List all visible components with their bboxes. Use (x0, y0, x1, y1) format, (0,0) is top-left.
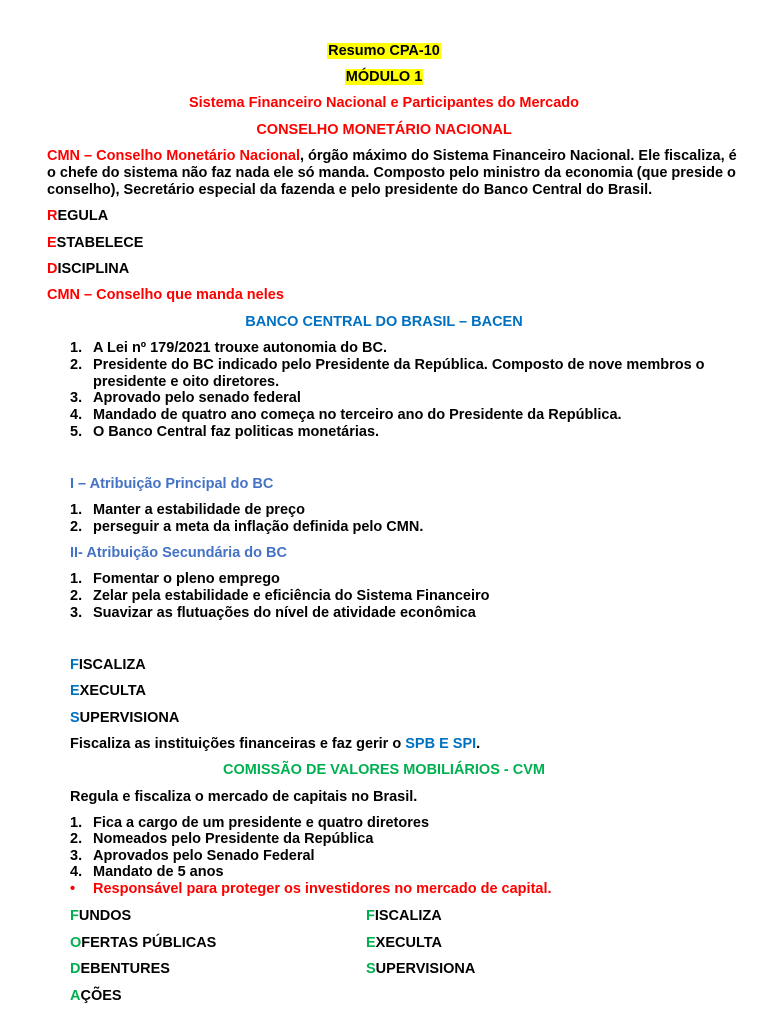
cvm-acronym-fiscaliza: FISCALIZA (366, 908, 442, 924)
module-label: MÓDULO 1 (345, 69, 423, 85)
primary-attribution-heading: I – Atribuição Principal do BC (70, 476, 274, 492)
cmn-intro-line-3: conselho), Secretário especial da fazenda e pelo presidente do Banco Central do Brasil. (47, 182, 653, 198)
list-item: 3. Aprovado pelo senado federal (70, 390, 301, 406)
list-item: 2. perseguir a meta da inflação definida pelo CMN. (70, 519, 424, 535)
cvm-acronym-fundos: FUNDOS (70, 908, 132, 924)
cvm-acronym-debentures: DEBENTURES (70, 961, 170, 977)
list-item: 3. Aprovados pelo Senado Federal (70, 848, 315, 864)
cvm-acronym-acoes: AÇÕES (70, 988, 122, 1004)
list-item: 1. Fica a cargo de um presidente e quatro diretores (70, 815, 430, 831)
cmn-heading: CONSELHO MONETÁRIO NACIONAL (256, 122, 512, 138)
bacen-fiscaliza-text: Fiscaliza as instituições financeiras e faz gerir o SPB E SPI. (70, 736, 481, 752)
list-item: 2. Nomeados pelo Presidente da República (70, 831, 374, 847)
cvm-acronym-ofertas: OFERTAS PÚBLICAS (70, 935, 217, 951)
cmn-intro-line-1: CMN – Conselho Monetário Nacional, órgão máximo do Sistema Financeiro Nacional. Ele fiscaliza, é (47, 148, 737, 164)
list-item: 2. Zelar pela estabilidade e eficiência do Sistema Financeiro (70, 588, 490, 604)
list-item: 1. Fomentar o pleno emprego (70, 571, 280, 587)
section-subtitle: Sistema Financeiro Nacional e Participantes do Mercado (188, 95, 579, 111)
cvm-intro: Regula e fiscaliza o mercado de capitais no Brasil. (70, 789, 418, 805)
bacen-acronym-supervisiona: SUPERVISIONA (70, 710, 180, 726)
list-item: 1. Manter a estabilidade de preço (70, 502, 305, 518)
cmn-acronym-estabelece: ESTABELECE (47, 235, 144, 251)
cmn-intro-line-2: o chefe do sistema não faz nada ele só manda. Composto pelo ministro da economia (que preside o (47, 165, 736, 181)
list-item: 3. Suavizar as flutuações do nível de atividade econômica (70, 605, 476, 621)
list-item: 4. Mandato de 5 anos (70, 864, 224, 880)
list-item: 5. O Banco Central faz politicas monetárias. (70, 424, 380, 440)
cmn-mnemonic: CMN – Conselho que manda neles (47, 287, 284, 303)
list-item: 1. A Lei nº 179/2021 trouxe autonomia do BC. (70, 340, 388, 356)
bacen-heading: BANCO CENTRAL DO BRASIL – BACEN (245, 314, 523, 330)
bacen-acronym-fiscaliza: FISCALIZA (70, 657, 146, 673)
cvm-acronym-supervisiona: SUPERVISIONA (366, 961, 476, 977)
bacen-acronym-executa: EXECULTA (70, 683, 146, 699)
list-item: 2. Presidente do BC indicado pelo Presidente da República. Composto de nove membros o (70, 357, 705, 373)
cvm-acronym-executa: EXECULTA (366, 935, 442, 951)
cvm-bullet-item: • Responsável para proteger os investidores no mercado de capital. (70, 881, 552, 897)
cmn-acronym-disciplina: DISCIPLINA (47, 261, 130, 277)
cmn-acronym-regula: REGULA (47, 208, 109, 224)
cvm-heading: COMISSÃO DE VALORES MOBILIÁRIOS - CVM (223, 762, 545, 778)
secondary-attribution-heading: II- Atribuição Secundária do BC (70, 545, 287, 561)
list-item: 4. Mandado de quatro ano começa no terceiro ano do Presidente da República. (70, 407, 622, 423)
list-item-continuation: presidente e oito diretores. (93, 374, 280, 390)
document-title: Resumo CPA-10 (328, 43, 440, 59)
